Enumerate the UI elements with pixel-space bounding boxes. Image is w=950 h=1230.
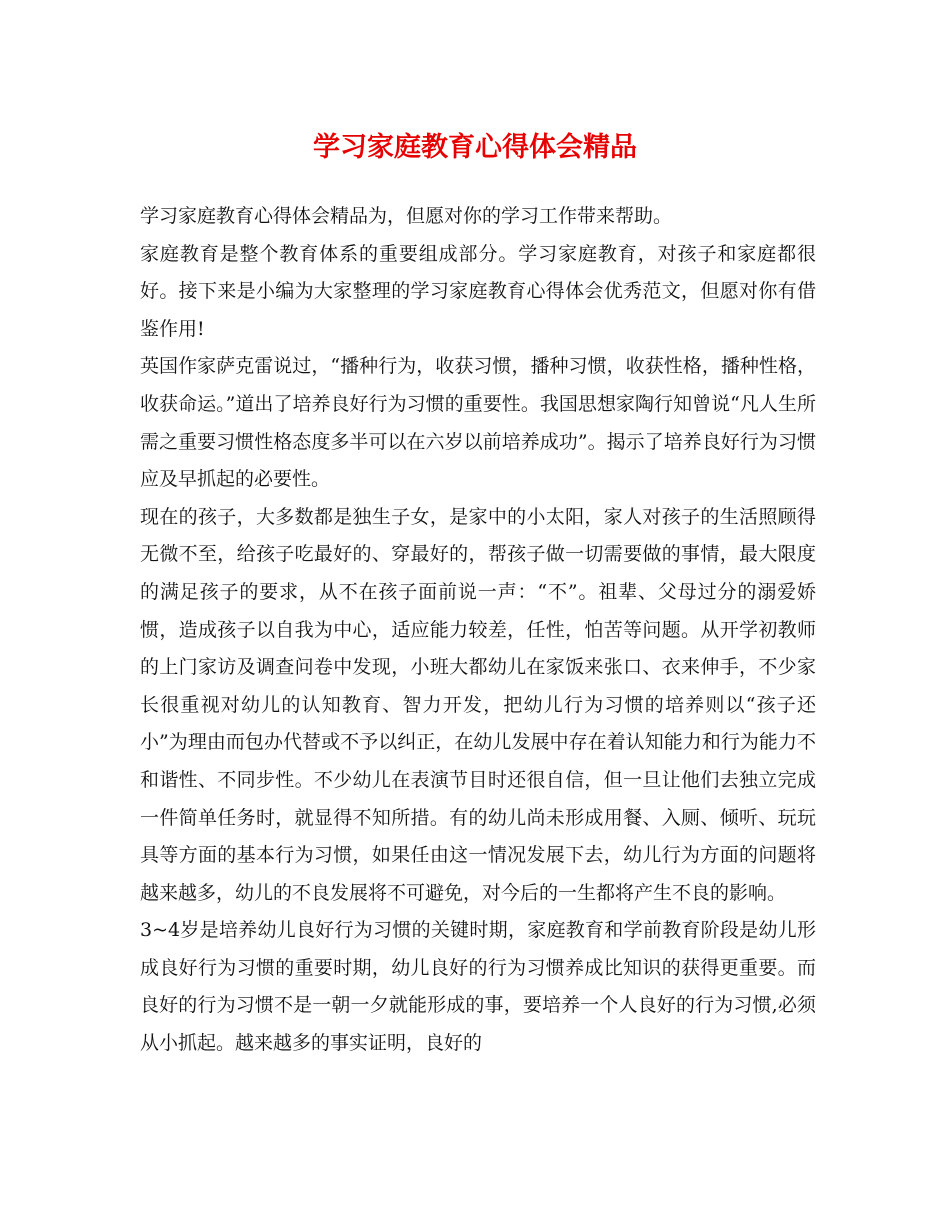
paragraph-key-period: 3~4岁是培养幼儿良好行为习惯的关键时期，家庭教育和学前教育阶段是幼儿形成良好行为习惯的重要时期，幼儿良好的行为习惯养成比知识的获得更重要。而良好的行为习惯不是一朝一夕就能形成的事，要培养一个人良好的行为习惯,必须从小抓起。越来越多的事实证明，良好的 (140, 919, 816, 1055)
paragraph-overview: 家庭教育是整个教育体系的重要组成部分。学习家庭教育，对孩子和家庭都很好。接下来是小编为大家整理的学习家庭教育心得体会优秀范文，但愿对你有借鉴作用! (140, 242, 816, 340)
document-body (140, 198, 816, 1063)
paragraph-quote: 英国作家萨克雷说过，“播种行为，收获习惯，播种习惯，收获性格，播种性格，收获命运。”道出了培养良好行为习惯的重要性。我国思想家陶行知曾说“凡人生所需之重要习惯性格态度多半可以在六岁以前培养成功”。揭示了培养良好行为习惯应及早抓起的必要性。 (140, 355, 816, 491)
document-title: 学习家庭教育心得体会精品 (313, 132, 637, 163)
paragraph-intro: 学习家庭教育心得体会精品为，但愿对你的学习工作带来帮助。 (140, 205, 673, 227)
paragraph-current-situation: 现在的孩子，大多数都是独生子女，是家中的小太阳，家人对孩子的生活照顾得无微不至，给孩子吃最好的、穿最好的，帮孩子做一切需要做的事情，最大限度的满足孩子的要求，从不在孩子面前说一声：“不”。祖辈、父母过分的溺爱娇惯，造成孩子以自我为中心，适应能力较差，任性，怕苦等问题。从开学初教师的上门家访及调查问卷中发现，小班大都幼儿在家饭来张口、衣来伸手，不少家长很重视对幼儿的认知教育、智力开发，把幼儿行为习惯的培养则以“孩子还小”为理由而包办代替或不予以纠正，在幼儿发展中存在着认知能力和行为能力不和谐性、不同步性。不少幼儿在表演节目时还很自信，但一旦让他们去独立完成一件简单任务时，就显得不知所措。有的幼儿尚未形成用餐、入厕、倾听、玩玩具等方面的基本行为习惯，如果任由这一情况发展下去，幼儿行为方面的问题将越来越多，幼儿的不良发展将不可避免，对今后的一生都将产生不良的影响。 (140, 505, 816, 904)
